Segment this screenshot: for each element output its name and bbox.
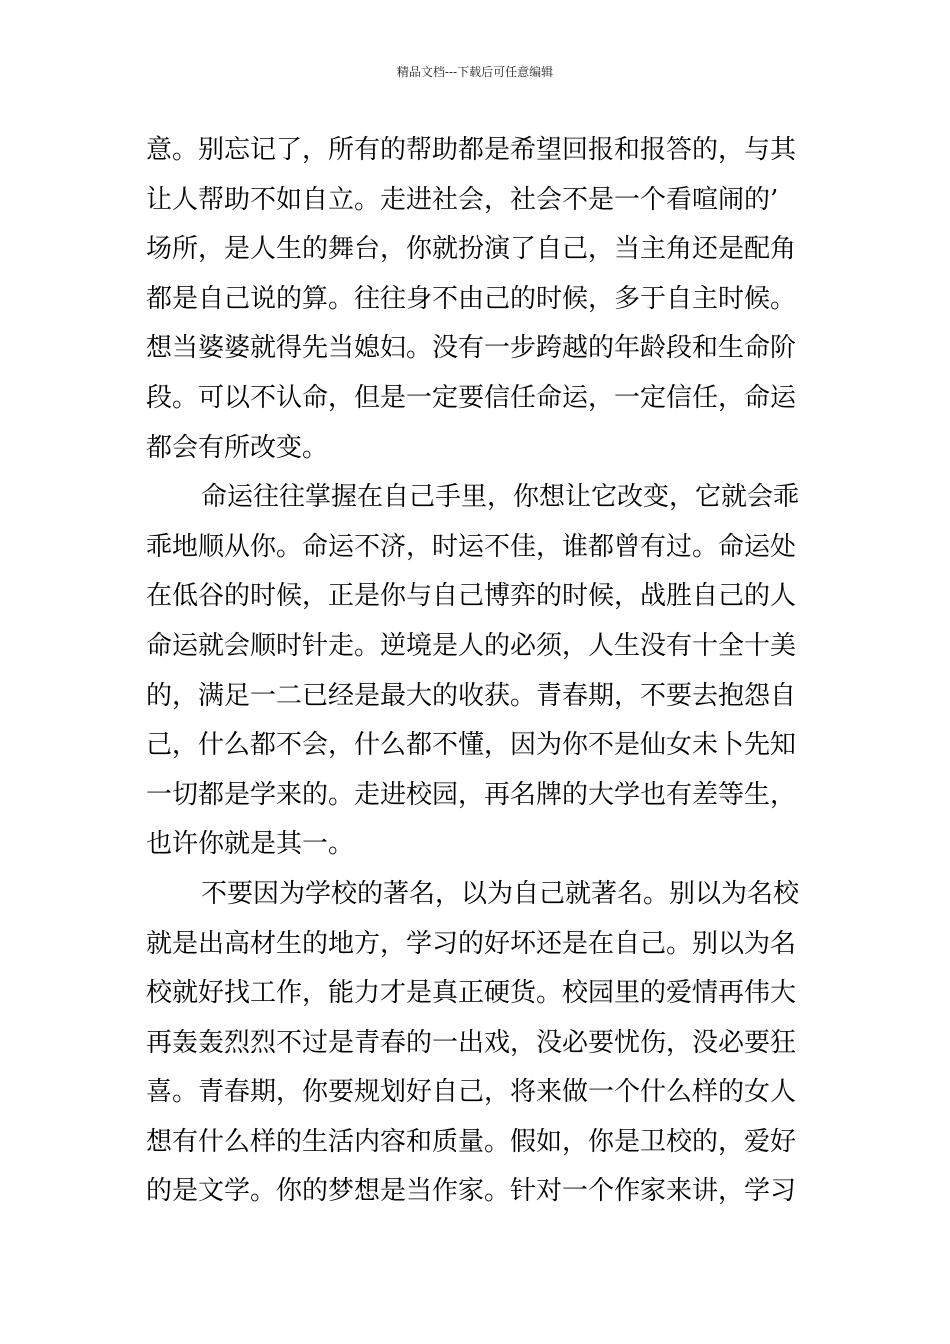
text-line-10: 在低谷的时候，正是你与自己博弈的时候，战胜自己的人 <box>146 581 797 612</box>
text-line-7: 都会有所改变。 <box>146 432 329 463</box>
text-line-9: 乖地顺从你。命运不济，时运不佳，谁都曾有过。命运处 <box>146 531 797 562</box>
text-line-4: 都是自己说的算。往往身不由己的时候，多于自主时候。 <box>146 283 797 314</box>
body-text <box>146 126 806 1217</box>
text-line-19: 再轰轰烈烈不过是青春的一出戏，没必要忧伤，没必要狂 <box>146 1027 797 1058</box>
text-line-12: 的，满足一二已经是最大的收获。青春期，不要去抱怨自 <box>146 680 797 711</box>
text-line-5: 想当婆婆就得先当媳妇。没有一步跨越的年龄段和生命阶 <box>146 333 797 364</box>
text-line-18: 校就好找工作，能力才是真正硬货。校园里的爱情再伟大 <box>146 978 797 1009</box>
text-line-17: 就是出高材生的地方，学习的好坏还是在自己。别以为名 <box>146 928 797 959</box>
text-line-13: 己，什么都不会，什么都不懂，因为你不是仙女未卜先知 <box>146 730 797 761</box>
text-line-20: 喜。青春期，你要规划好自己，将来做一个什么样的女人 <box>146 1077 797 1108</box>
paragraph-3-line-1: 不要因为学校的著名，以为自己就著名。别以为名校 <box>201 878 800 909</box>
text-line-3: 场所，是人生的舞台，你就扮演了自己，当主角还是配角 <box>146 234 797 265</box>
text-line-6: 段。可以不认命，但是一定要信任命运，一定信任，命运 <box>146 382 797 413</box>
text-line-11: 命运就会顺时针走。逆境是人的必须，人生没有十全十美 <box>146 630 797 661</box>
text-line-15: 也许你就是其一。 <box>146 829 355 860</box>
text-line-1: 意。别忘记了，所有的帮助都是希望回报和报答的，与其 <box>146 135 797 165</box>
text-line-21: 想有什么样的生活内容和质量。假如，你是卫校的，爱好 <box>146 1126 797 1157</box>
text-line-14: 一切都是学来的。走进校园，再名牌的大学也有差等生， <box>146 779 797 810</box>
text-line-22: 的是文学。你的梦想是当作家。针对一个作家来讲，学习 <box>146 1176 797 1207</box>
page-header: 精品文档---下载后可任意编辑 <box>396 65 554 79</box>
text-line-2: 让人帮助不如自立。走进社会，社会不是一个看喧闹的’ <box>146 184 779 215</box>
paragraph-2-line-1: 命运往往掌握在自己手里，你想让它改变，它就会乖 <box>201 482 800 513</box>
